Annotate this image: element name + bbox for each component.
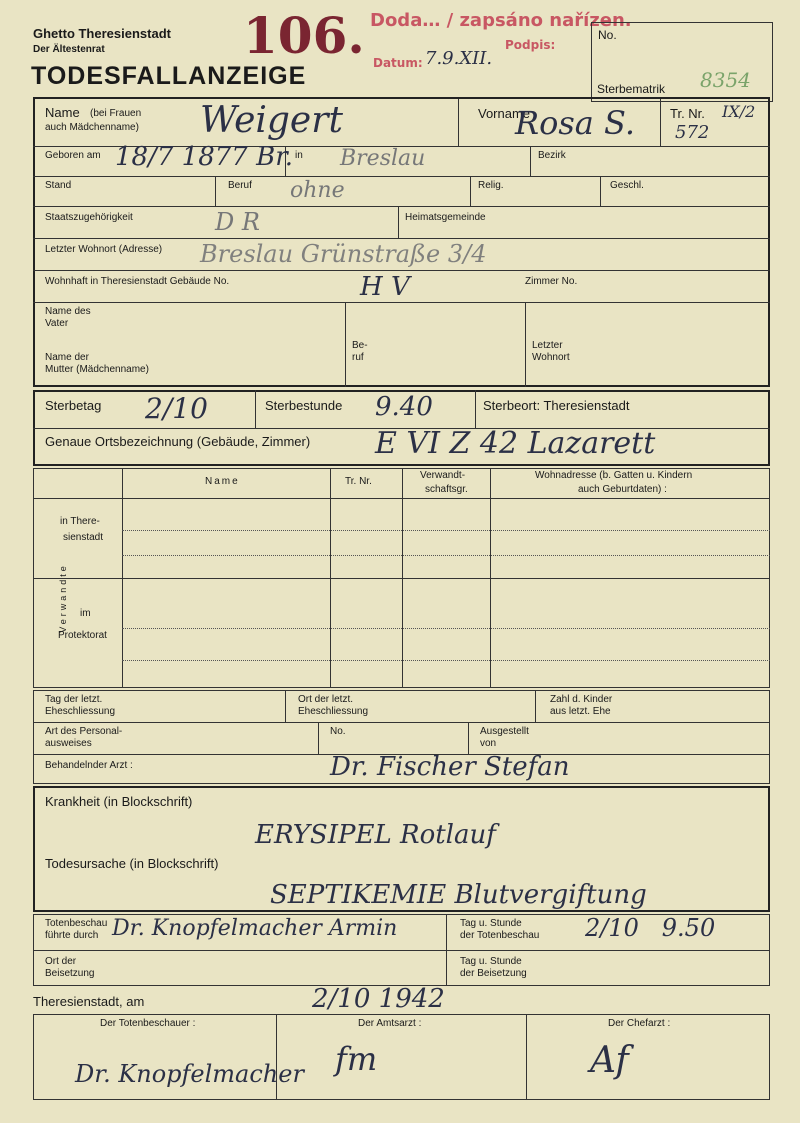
sterbetag-value: 2/10: [145, 392, 208, 425]
ortsbezeichnung-value: E VI Z 42 Lazarett: [375, 426, 656, 461]
col-trnr: Tr. Nr.: [345, 476, 372, 487]
sterbestunde-value: 9.40: [375, 392, 433, 422]
eltern-beruf-label: Be-: [352, 340, 368, 351]
staat-value: D R: [215, 208, 260, 236]
arzt-value: Dr. Fischer Stefan: [330, 752, 570, 782]
in-theresienstadt-label: in There-: [60, 516, 100, 527]
eltern-wohnort-label2: Wohnort: [532, 352, 570, 363]
beisetzung-tag-label2: der Beisetzung: [460, 968, 527, 979]
todesursache-value: SEPTIKEMIE Blutvergiftung: [270, 880, 647, 910]
stamp-podpis-label: Podpis:: [505, 38, 556, 52]
col-name: Name: [205, 476, 240, 487]
name-value: Weigert: [200, 100, 343, 141]
beruf-label: Beruf: [228, 180, 252, 191]
wohnhaft-label: Wohnhaft in Theresienstadt Gebäude No.: [45, 276, 230, 287]
vorname-value: Rosa S.: [515, 104, 635, 142]
vorname-label: Vorname: [478, 106, 531, 121]
stamp-line1: Doda… / zapsáno nařízen.: [370, 10, 632, 31]
totenbeschau-value: Dr. Knopfelmacher Armin: [112, 916, 398, 941]
eheschliessung-ort-label: Ort der letzt.: [298, 694, 354, 705]
ausweis-art-label2: ausweises: [45, 738, 92, 749]
beisetzung-tag-label: Tag u. Stunde: [460, 956, 522, 967]
col-wohnadresse: Wohnadresse (b. Gatten u. Kindern: [535, 470, 693, 481]
mutter-label2: Mutter (Mädchenname): [45, 364, 149, 375]
col-wohnadresse2: auch Geburtdaten) :: [578, 484, 667, 495]
name-sub-label: (bei Frauen: [90, 108, 142, 119]
ghetto-title: Ghetto Theresienstadt: [33, 26, 171, 41]
wohnort-label: Letzter Wohnort (Adresse): [45, 244, 163, 255]
eheschliessung-tag-label: Tag der letzt.: [45, 694, 103, 705]
krankheit-label: Krankheit (in Blockschrift): [45, 794, 193, 809]
trnr-value2: 572: [675, 122, 710, 143]
kinder-label2: aus letzt. Ehe: [550, 706, 611, 717]
in-theresienstadt-label2: sienstadt: [63, 532, 104, 543]
ortsbezeichnung-label: Genaue Ortsbezeichnung (Gebäude, Zimmer): [45, 434, 311, 449]
chefarzt-label: Der Chefarzt :: [608, 1018, 671, 1029]
stamp-datum-label: Datum:: [373, 56, 423, 70]
sterbematrik-label: Sterbematrik: [597, 82, 666, 96]
geboren-label: Geboren am: [45, 150, 101, 161]
ausgestellt-label2: von: [480, 738, 497, 749]
protektorat-label: Protektorat: [58, 630, 107, 641]
amtsarzt-signature: fm: [335, 1040, 378, 1078]
chefarzt-signature: Af: [590, 1040, 629, 1081]
im-label: im: [80, 608, 91, 619]
wohnhaft-value: H V: [360, 272, 410, 302]
heimat-label: Heimatsgemeinde: [405, 212, 486, 223]
name-sub-label2: auch Mädchenname): [45, 122, 139, 133]
relig-label: Relig.: [478, 180, 504, 191]
totenbeschau-label: Totenbeschau: [45, 918, 108, 929]
totenbeschauer-label: Der Totenbeschauer :: [100, 1018, 196, 1029]
verwandte-vertical-label: Verwandte: [57, 563, 68, 633]
eheschliessung-ort-label2: Eheschliessung: [298, 706, 369, 717]
arzt-label: Behandelnder Arzt :: [45, 760, 133, 771]
amtsarzt-label: Der Amtsarzt :: [358, 1018, 422, 1029]
wohnort-value: Breslau Grünstraße 3/4: [200, 240, 487, 268]
sterbematrik-value: 8354: [700, 68, 751, 92]
beisetzung-ort-label2: Beisetzung: [45, 968, 95, 979]
col-verwandt2: schaftsgr.: [425, 484, 468, 495]
document-number: 106.: [243, 6, 365, 65]
krankheit-value: ERYSIPEL Rotlauf: [255, 820, 496, 850]
ausweis-no-label: No.: [330, 726, 346, 737]
beruf-value: ohne: [290, 178, 345, 203]
geschl-label: Geschl.: [610, 180, 644, 191]
stand-label: Stand: [45, 180, 72, 191]
in-label: in: [295, 150, 303, 161]
sterbestunde-label: Sterbestunde: [265, 398, 343, 413]
mutter-label: Name der: [45, 352, 89, 363]
staat-label: Staatszugehörigkeit: [45, 212, 133, 223]
place-date-value: 2/10 1942: [312, 984, 445, 1014]
totenbeschau-label2: führte durch: [45, 930, 99, 941]
eltern-beruf-label2: ruf: [352, 352, 364, 363]
geboren-value: 18/7 1877 Br.: [115, 142, 294, 172]
kinder-label: Zahl d. Kinder: [550, 694, 613, 705]
eltern-wohnort-label: Letzter: [532, 340, 563, 351]
totenbeschau-tag-label: Tag u. Stunde: [460, 918, 522, 929]
no-label: No.: [598, 28, 617, 42]
zimmer-label: Zimmer No.: [525, 276, 578, 287]
stamp-datum-value: 7.9.XII.: [425, 48, 493, 69]
totenbeschau-tag-value: 2/10 9.50: [585, 914, 716, 942]
totenbeschauer-signature: Dr. Knopfelmacher: [75, 1060, 304, 1088]
vater-label: Name des: [45, 306, 91, 317]
todesursache-label: Todesursache (in Blockschrift): [45, 856, 219, 871]
document-title: TODESFALLANZEIGE: [31, 62, 307, 90]
sterbeort-label: Sterbeort: Theresienstadt: [483, 398, 630, 413]
beisetzung-ort-label: Ort der: [45, 956, 77, 967]
col-verwandt: Verwandt-: [420, 470, 466, 481]
bezirk-label: Bezirk: [538, 150, 566, 161]
vater-label2: Vater: [45, 318, 69, 329]
council-label: Der Ältestenrat: [33, 44, 105, 55]
name-label: Name: [45, 105, 80, 120]
totenbeschau-tag-label2: der Totenbeschau: [460, 930, 540, 941]
trnr-value: IX/2: [722, 102, 756, 121]
sterbetag-label: Sterbetag: [45, 398, 102, 413]
ausweis-art-label: Art des Personal-: [45, 726, 123, 737]
place-label: Theresienstadt, am: [33, 994, 145, 1009]
trnr-label: Tr. Nr.: [670, 106, 705, 121]
ausgestellt-label: Ausgestellt: [480, 726, 529, 737]
eheschliessung-tag-label2: Eheschliessung: [45, 706, 116, 717]
in-value: Breslau: [340, 146, 426, 171]
